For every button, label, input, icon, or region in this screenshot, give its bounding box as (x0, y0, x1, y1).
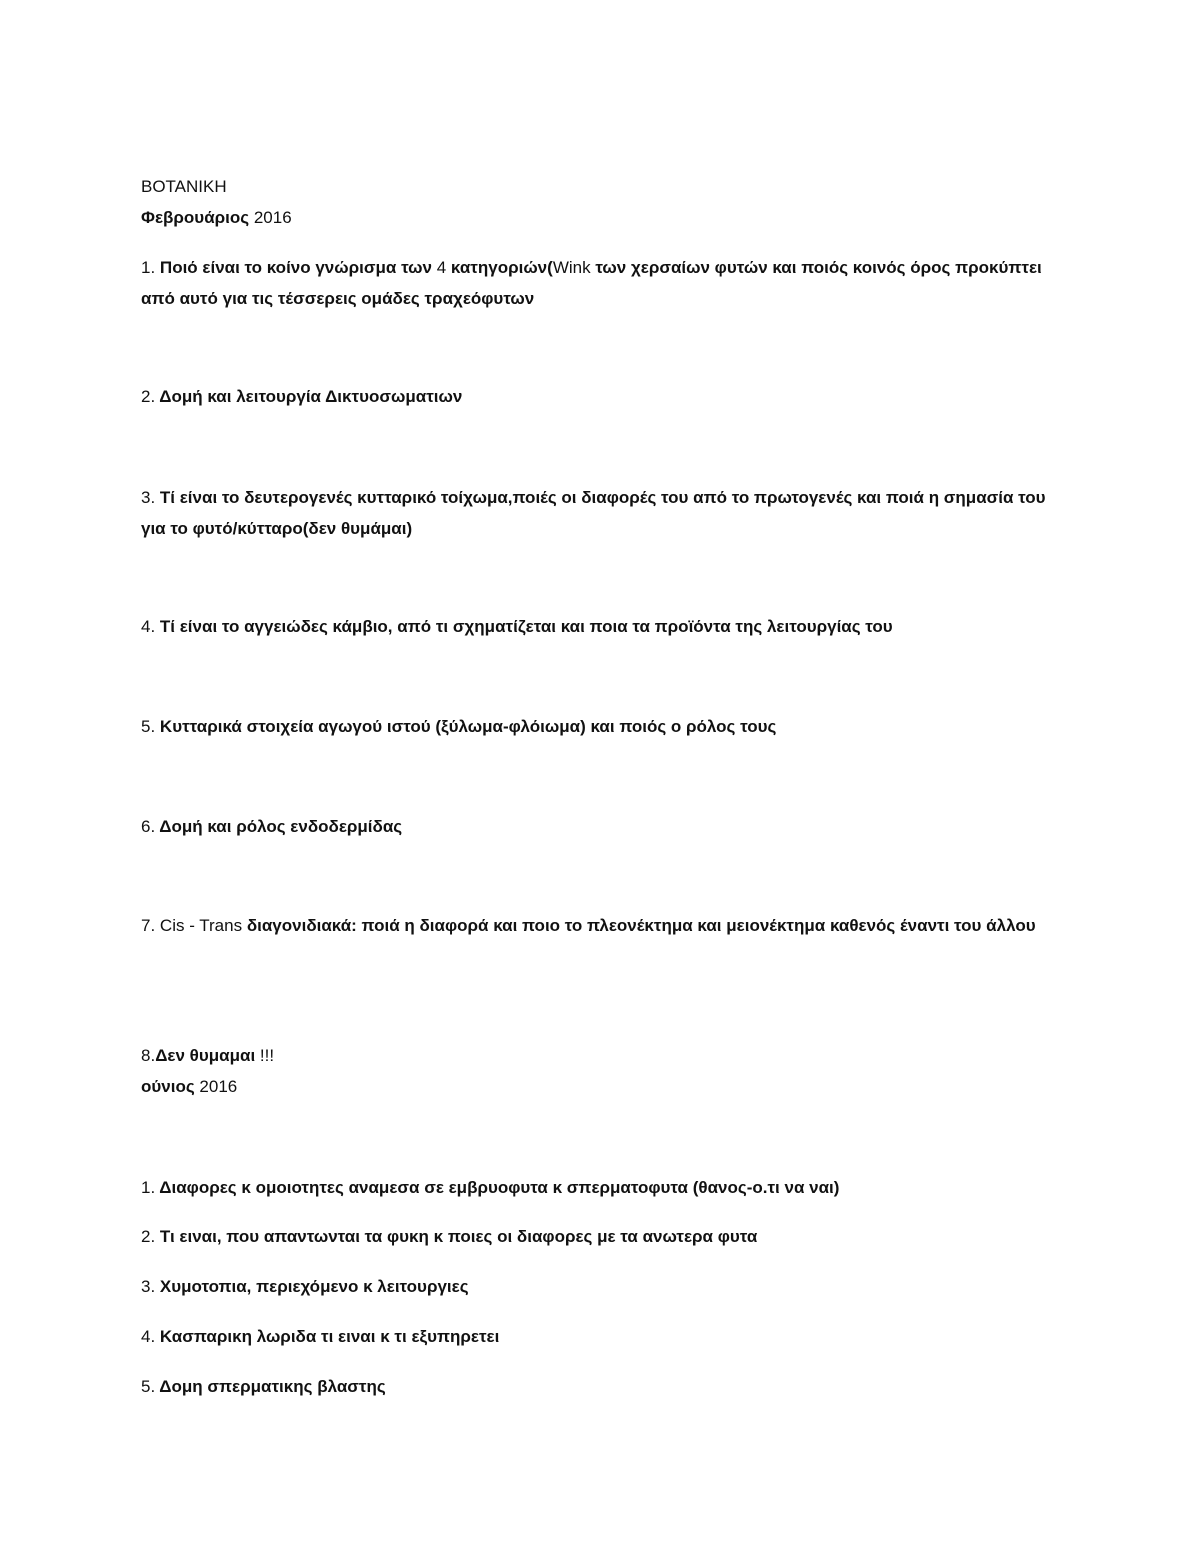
question-text-plain: Cis - Trans (155, 916, 243, 935)
question-number: 8. (141, 1046, 156, 1065)
question-text-plain: Wink (552, 258, 591, 277)
question-jun-1 (141, 1172, 1046, 1203)
section-heading-year: 2016 (194, 1077, 238, 1096)
question-text: Δομή και λειτουργία Δικτυοσωματιων (155, 387, 463, 406)
question-text: Διαφορες κ ομοιοτητες αναμεσα σε εμβρυοφυτα κ σπερματοφυτα (θανος-ο.τι να ναι) (155, 1178, 840, 1197)
question-text: Τί είναι το δευτερογενές κυτταρικό τοίχωμα,ποιές οι διαφορές του από το πρωτογενές και ποιά η σημασία του για το φυτό/κύτταρο(δεν θυμάμαι) (141, 488, 1046, 538)
question-text: κατηγοριών( (446, 258, 553, 277)
question-number: 4. (141, 617, 156, 636)
question-feb-5 (141, 711, 1046, 742)
question-text: διαγονιδιακά: ποιά η διαφορά και ποιο το πλεονέκτημα και μειονέκτημα καθενός έναντι του άλλου (242, 916, 1036, 935)
section-heading-month: Φεβρουάριος (141, 208, 250, 227)
section-heading-year: 2016 (249, 208, 292, 227)
question-number: 3. (141, 1277, 156, 1296)
question-number: 7. (141, 916, 156, 935)
section-heading-february (141, 207, 1051, 229)
question-text: Ποιό είναι το κοίνο γνώρισμα των (155, 258, 437, 277)
question-jun-5 (141, 1371, 1046, 1402)
question-feb-8 (141, 1045, 1051, 1067)
question-feb-2 (141, 381, 1046, 412)
question-text: Δεν θυμαμαι (155, 1046, 256, 1065)
question-text: των χερσαίων φυτών και ποιός κοινός όρος προκύπτει από αυτό για τις τέσσερεις ομάδες τραχεόφυτων (141, 258, 1042, 308)
question-number: 2. (141, 1227, 156, 1246)
question-text-plain: !!! (255, 1046, 275, 1065)
question-feb-7 (141, 910, 1046, 941)
question-number: 4. (141, 1327, 156, 1346)
question-text: Χυμοτοπια, περιεχόμενο κ λειτουργιες (155, 1277, 469, 1296)
question-number: 6. (141, 817, 156, 836)
question-number: 5. (141, 717, 156, 736)
question-text: Δομη σπερματικης βλαστης (155, 1377, 386, 1396)
question-text: Κυτταρικά στοιχεία αγωγού ιστού (ξύλωμα-φλόιωμα) και ποιός ο ρόλος τους (155, 717, 777, 736)
section-heading-month: ούνιος (141, 1077, 195, 1096)
question-number: 5. (141, 1377, 156, 1396)
question-jun-2 (141, 1221, 1046, 1252)
question-number: 1. (141, 1178, 156, 1197)
question-jun-4 (141, 1321, 1046, 1352)
question-text-plain: 4 (436, 258, 447, 277)
question-feb-3 (141, 482, 1046, 544)
document-title: BOTANIKH (141, 177, 227, 196)
question-text: Κασπαρικη λωριδα τι ειναι κ τι εξυπηρετει (155, 1327, 500, 1346)
question-feb-4 (141, 611, 1046, 642)
question-text: Τι ειναι, που απαντωνται τα φυκη κ ποιες οι διαφορες με τα ανωτερα φυτα (155, 1227, 758, 1246)
question-number: 2. (141, 387, 156, 406)
question-number: 1. (141, 258, 156, 277)
question-feb-6 (141, 811, 1046, 842)
question-feb-1 (141, 252, 1046, 314)
question-number: 3. (141, 488, 156, 507)
question-jun-3 (141, 1271, 1046, 1302)
question-text: Δομή και ρόλος ενδοδερμίδας (155, 817, 403, 836)
question-text: Τί είναι το αγγειώδες κάμβιο, από τι σχηματίζεται και ποια τα προϊόντα της λειτουργίας του (155, 617, 893, 636)
section-heading-june (141, 1076, 1051, 1098)
